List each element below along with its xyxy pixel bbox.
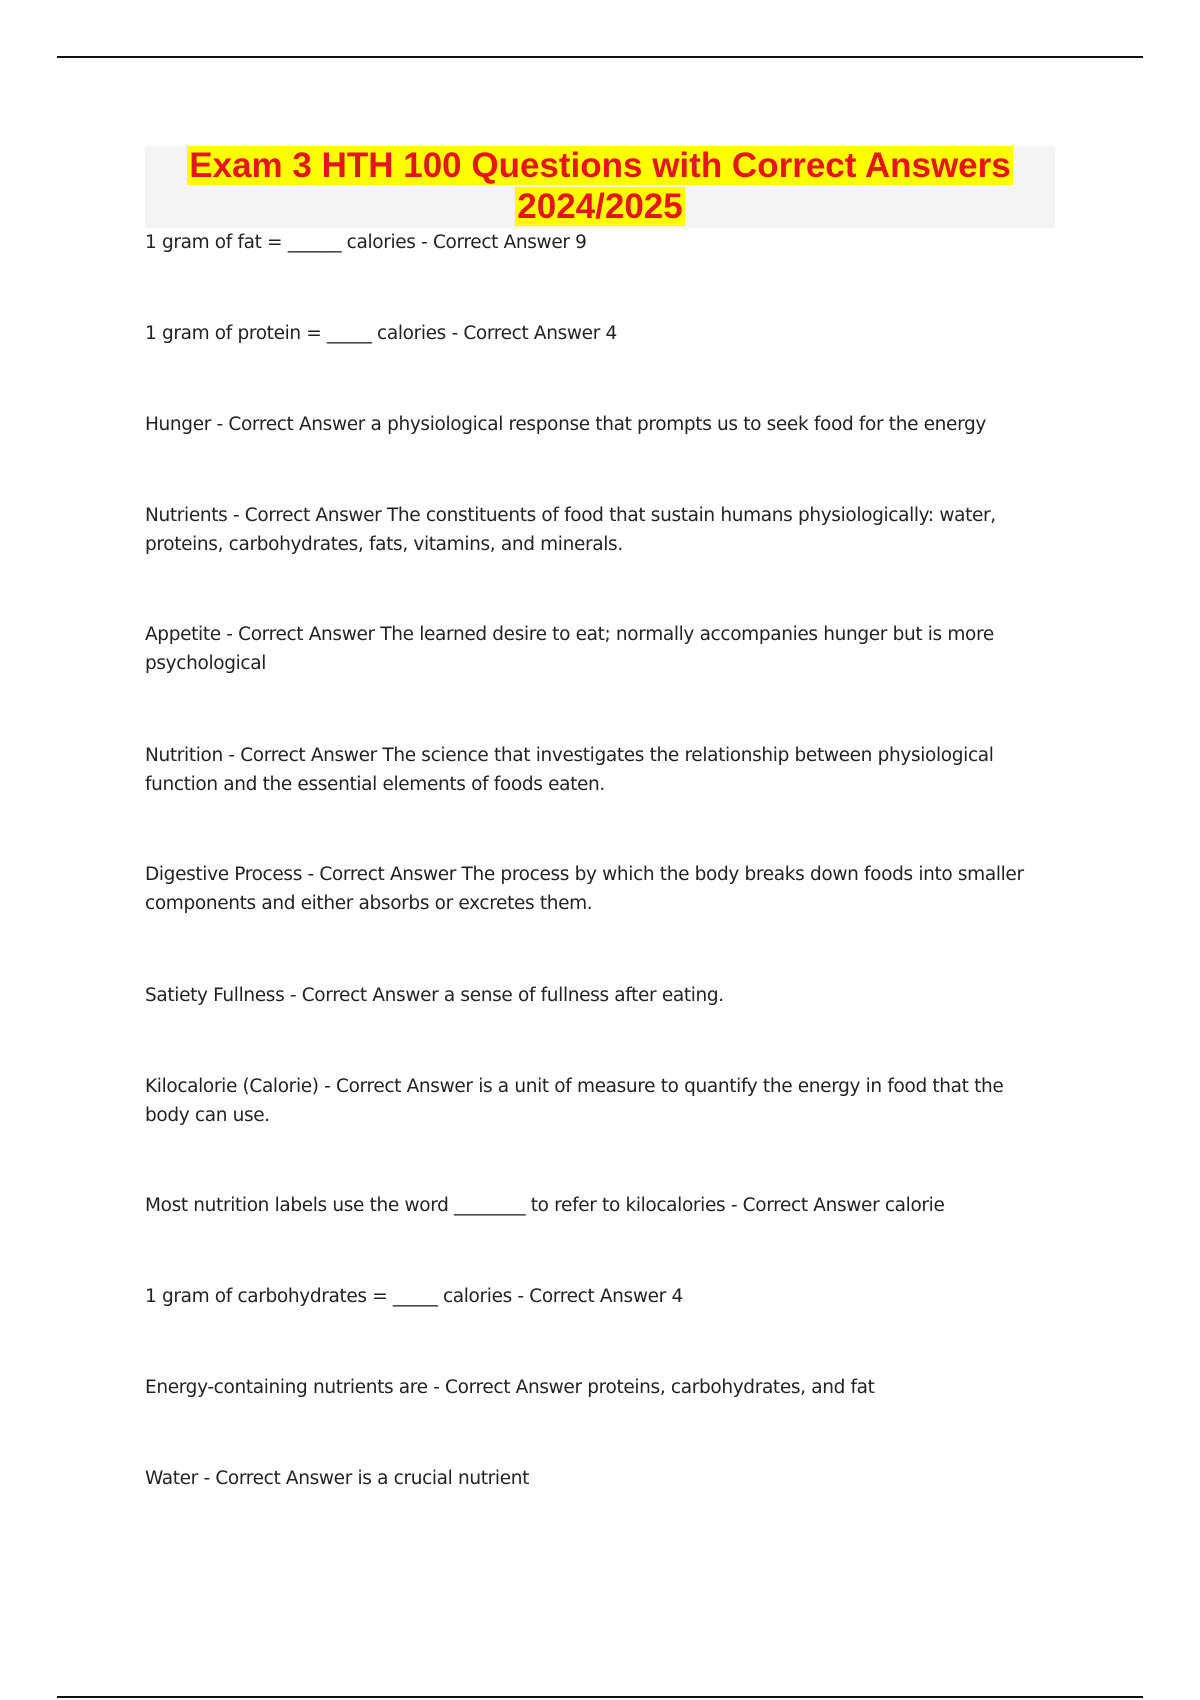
qa-entry: Energy-containing nutrients are - Correct Answer proteins, carbohydrates, and fat [145, 1377, 875, 1398]
qa-entry: Water - Correct Answer is a crucial nutrient [145, 1468, 530, 1489]
qa-entry: 1 gram of fat = ______ calories - Correct Answer 9 [145, 232, 587, 253]
top-rule [57, 56, 1143, 58]
document-title [145, 146, 1055, 228]
qa-entry: Nutrients - Correct Answer The constituents of food that sustain humans physiologically: water, proteins, carbohydrates, fats, vitamins, and minerals. [145, 505, 996, 555]
title-line-1: Exam 3 HTH 100 Questions with Correct Answers [189, 146, 1011, 185]
qa-entry: Kilocalorie (Calorie) - Correct Answer is a unit of measure to quantify the energy in food that the body can use. [145, 1076, 1004, 1126]
qa-entry: Nutrition - Correct Answer The science that investigates the relationship between physiological function and the essential elements of foods eaten. [145, 745, 994, 795]
qa-entry: Most nutrition labels use the word ________ to refer to kilocalories - Correct Answer calorie [145, 1195, 945, 1216]
qa-entry: 1 gram of carbohydrates = _____ calories - Correct Answer 4 [145, 1286, 683, 1307]
qa-entry: Satiety Fullness - Correct Answer a sense of fullness after eating. [145, 985, 724, 1006]
qa-entry: Digestive Process - Correct Answer The process by which the body breaks down foods into smaller components and either absorbs or excretes them. [145, 864, 1024, 914]
bottom-rule [57, 1696, 1143, 1698]
qa-entry: Hunger - Correct Answer a physiological response that prompts us to seek food for the energy [145, 414, 986, 435]
qa-entry: 1 gram of protein = _____ calories - Correct Answer 4 [145, 323, 617, 344]
title-line-2: 2024/2025 [517, 187, 683, 226]
qa-entry: Appetite - Correct Answer The learned desire to eat; normally accompanies hunger but is more psychological [145, 624, 994, 674]
